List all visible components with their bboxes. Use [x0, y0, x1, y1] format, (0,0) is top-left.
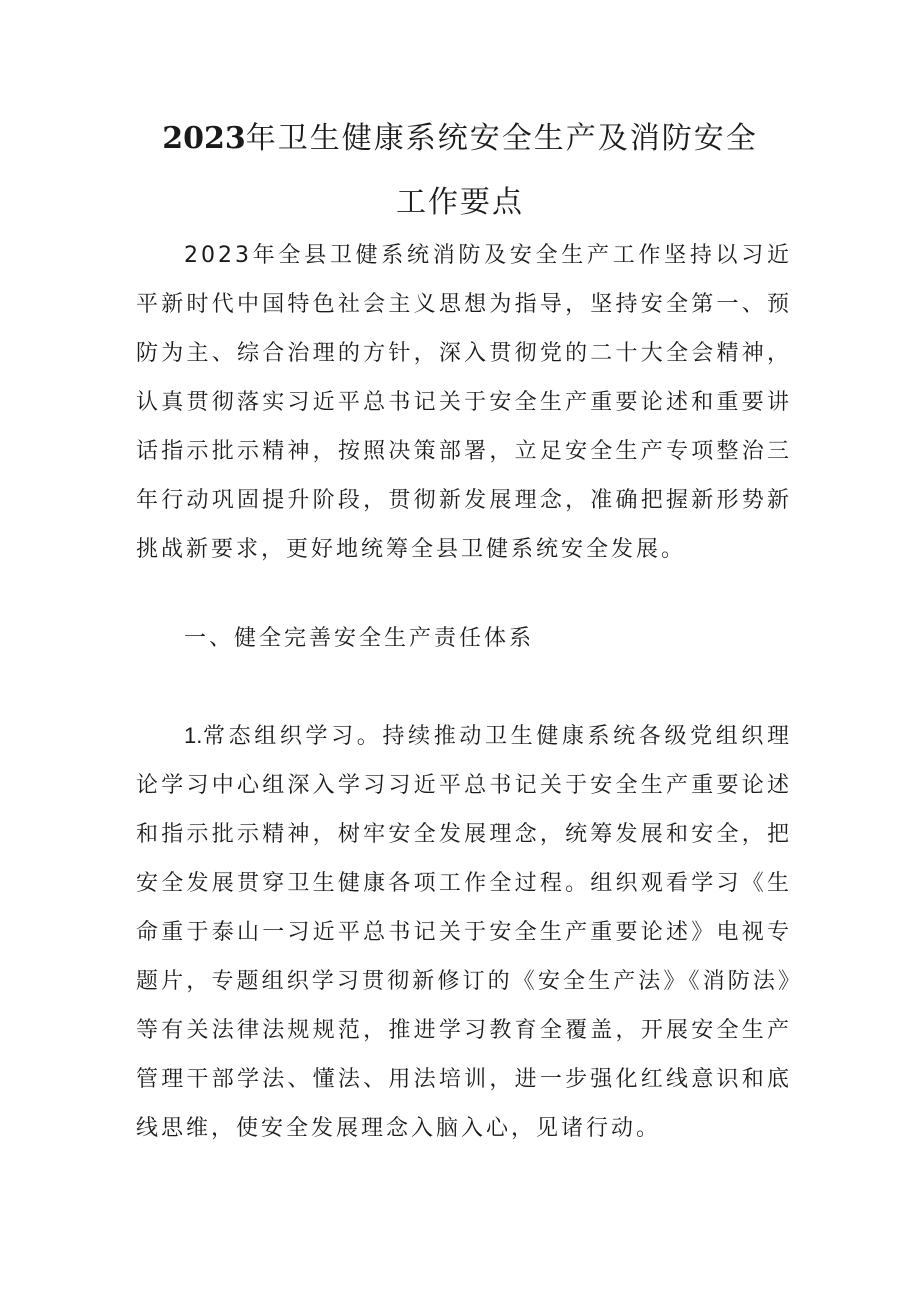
intro-paragraph: 2023年全县卫健系统消防及安全生产工作坚持以习近平新时代中国特色社会主义思想为指导，坚持安全第一、预防为主、综合治理的方针，深入贯彻党的二十大全会精神，认真贯彻落实习近平总书记关于安全生产重要论述和重要讲话指示批示精神，按照决策部署，立足安全生产专项整治三年行动巩固提升阶段，贯彻新发展理念，准确把握新形势新挑战新要求，更好地统筹全县卫健系统安全发展。: [136, 243, 792, 562]
document-title-line-1: [0, 119, 920, 159]
item-1-text: 常态组织学习。持续推动卫生健康系统各级党组织理论学习中心组深入学习习近平总书记关于安全生产重要论述和指示批示精神，树牢安全发展理念，统筹发展和安全，把安全发展贯穿卫生健康各项工作全过程。组织观看学习《生命重于泰山一习近平总书记关于安全生产重要论述》电视专题片，专题组织学习贯彻新修订的《安全生产法》《消防法》等有关法律法规规范，推进学习教育全覆盖，开展安全生产管理干部学法、懂法、用法培训，进一步强化红线意识和底线思维，使安全发展理念入脑入心，见诸行动。: [136, 724, 792, 1141]
title-year: 2023: [162, 121, 246, 156]
section-1-heading: 一、健全完善安全生产责任体系: [184, 626, 535, 651]
item-1-paragraph: [136, 711, 792, 1153]
item-1-number: 1.: [184, 723, 203, 748]
title-line-1-text: 年卫生健康系统安全生产及消防安全: [245, 121, 758, 156]
document-title-line-2: 工作要点: [396, 185, 524, 220]
